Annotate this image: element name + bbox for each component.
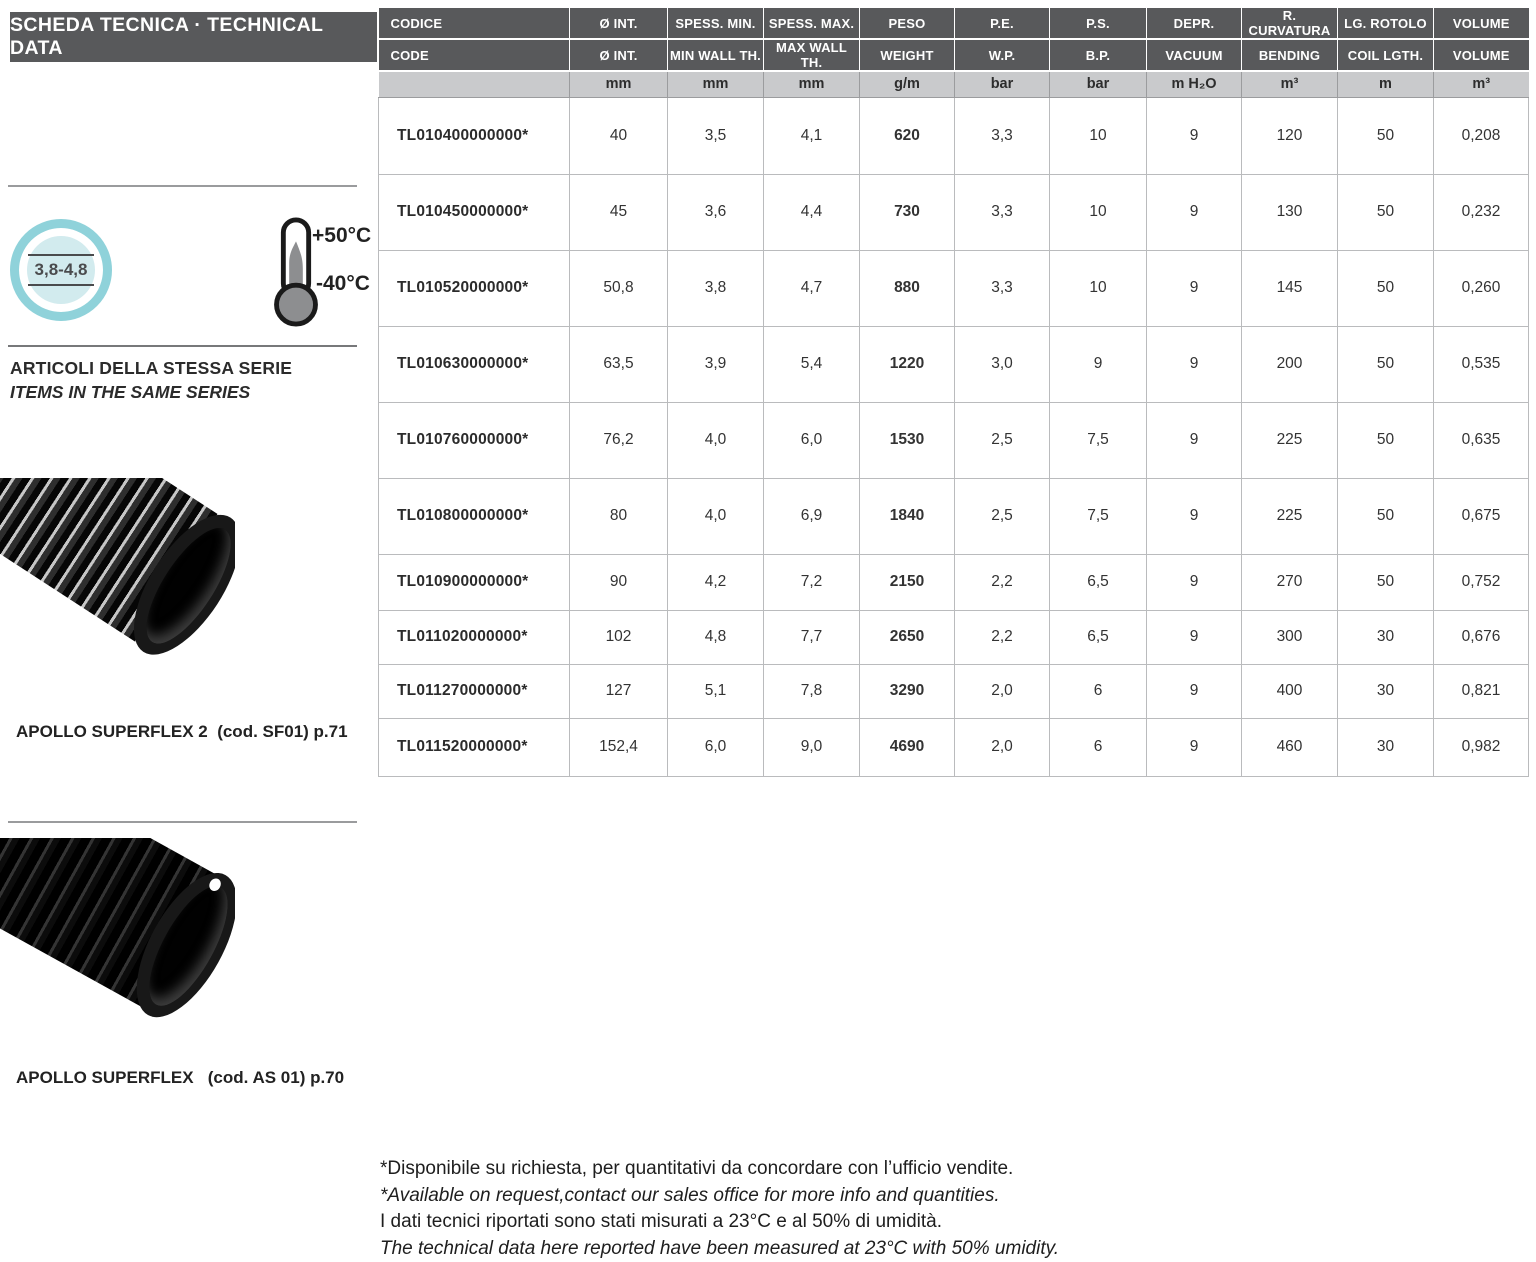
value-cell: 50 [1338,97,1434,174]
value-cell: 50,8 [570,250,668,326]
table-row [379,664,1529,718]
value-cell: 50 [1338,554,1434,610]
value-cell: 30 [1338,718,1434,776]
footnotes [380,1156,1160,1262]
product-code-cell: TL011020000000* [379,610,570,664]
column-header-en: MIN WALL TH. [668,39,764,71]
product-code-cell: TL010800000000* [379,478,570,554]
page-title: SCHEDA TECNICA · TECHNICAL DATA [10,12,377,62]
value-cell: 6,0 [764,402,860,478]
product-code-cell: TL010400000000* [379,97,570,174]
hose-opening [113,498,235,671]
value-cell: 30 [1338,610,1434,664]
same-series-title-en: ITEMS IN THE SAME SERIES [10,382,250,403]
value-cell: 300 [1242,610,1338,664]
value-cell: 9 [1147,554,1242,610]
value-cell: 2150 [860,554,955,610]
value-cell: 4,4 [764,174,860,250]
value-cell: 3,0 [955,326,1050,402]
divider-line [8,821,357,823]
footnote-line: *Available on request,contact our sales office for more info and quantities. [380,1183,1160,1210]
value-cell: 63,5 [570,326,668,402]
product-code-cell: TL011520000000* [379,718,570,776]
value-cell: 200 [1242,326,1338,402]
column-header: PESO [860,8,955,39]
value-cell: 4,0 [668,478,764,554]
value-cell: 10 [1050,250,1147,326]
value-cell: 3,5 [668,97,764,174]
column-header-en: VACUUM [1147,39,1242,71]
unit-cell: g/m [860,71,955,97]
table-row [379,250,1529,326]
product-code-cell: TL010450000000* [379,174,570,250]
value-cell: 1530 [860,402,955,478]
table-row [379,97,1529,174]
value-cell: 6,9 [764,478,860,554]
value-cell: 0,821 [1434,664,1529,718]
value-cell: 0,635 [1434,402,1529,478]
temperature-min-label: -40°C [316,272,370,296]
value-cell: 2,5 [955,402,1050,478]
value-cell: 6,5 [1050,554,1147,610]
value-cell: 4,1 [764,97,860,174]
value-cell: 127 [570,664,668,718]
value-cell: 9 [1147,478,1242,554]
column-header: SPESS. MAX. [764,8,860,39]
value-cell: 4,2 [668,554,764,610]
value-cell: 0,535 [1434,326,1529,402]
value-cell: 460 [1242,718,1338,776]
table-header [379,8,1529,97]
value-cell: 0,752 [1434,554,1529,610]
value-cell: 7,8 [764,664,860,718]
value-cell: 4690 [860,718,955,776]
column-header-en: B.P. [1050,39,1147,71]
table-row [379,718,1529,776]
unit-cell: mm [668,71,764,97]
value-cell: 2,2 [955,610,1050,664]
column-header-en: CODE [379,39,570,71]
unit-cell: bar [955,71,1050,97]
column-header-en: VOLUME [1434,39,1529,71]
value-cell: 1220 [860,326,955,402]
column-header: VOLUME [1434,8,1529,39]
value-cell: 2,0 [955,664,1050,718]
value-cell: 0,982 [1434,718,1529,776]
product-code-cell: TL011270000000* [379,664,570,718]
column-header: R. CURVATURA [1242,8,1338,39]
value-cell: 50 [1338,174,1434,250]
technical-data-table [378,8,1528,777]
value-cell: 2,5 [955,478,1050,554]
column-header-en: WEIGHT [860,39,955,71]
column-header-en: W.P. [955,39,1050,71]
product-code-cell: TL010760000000* [379,402,570,478]
value-cell: 90 [570,554,668,610]
temperature-max-label: +50°C [312,224,371,248]
unit-cell: m³ [1434,71,1529,97]
value-cell: 7,5 [1050,478,1147,554]
hose-body [0,478,233,652]
value-cell: 880 [860,250,955,326]
value-cell: 6,5 [1050,610,1147,664]
unit-cell: m [1338,71,1434,97]
footnote-line: The technical data here reported have been measured at 23°C with 50% umidity. [380,1236,1160,1262]
value-cell: 9 [1147,718,1242,776]
value-cell: 0,232 [1434,174,1529,250]
value-cell: 50 [1338,250,1434,326]
value-cell: 9 [1147,250,1242,326]
column-header-en: BENDING [1242,39,1338,71]
product-code-cell: TL010520000000* [379,250,570,326]
value-cell: 40 [570,97,668,174]
table-row [379,554,1529,610]
value-cell: 30 [1338,664,1434,718]
value-cell: 0,675 [1434,478,1529,554]
column-header-en: COIL LGTH. [1338,39,1434,71]
table-row [379,174,1529,250]
value-cell: 730 [860,174,955,250]
value-cell: 0,260 [1434,250,1529,326]
table-row [379,326,1529,402]
value-cell: 4,7 [764,250,860,326]
table-row [379,478,1529,554]
column-header-en: MAX WALL TH. [764,39,860,71]
column-header: P.S. [1050,8,1147,39]
value-cell: 9,0 [764,718,860,776]
product-caption-superflex: APOLLO SUPERFLEX (cod. AS 01) p.70 [16,1068,344,1088]
table-row [379,402,1529,478]
value-cell: 9 [1147,174,1242,250]
value-cell: 10 [1050,174,1147,250]
value-cell: 7,5 [1050,402,1147,478]
value-cell: 0,676 [1434,610,1529,664]
value-cell: 3,6 [668,174,764,250]
value-cell: 3290 [860,664,955,718]
value-cell: 225 [1242,402,1338,478]
value-cell: 0,208 [1434,97,1529,174]
table-body [379,97,1529,776]
unit-cell: mm [570,71,668,97]
table-row [379,610,1529,664]
value-cell: 50 [1338,402,1434,478]
value-cell: 130 [1242,174,1338,250]
value-cell: 3,3 [955,174,1050,250]
value-cell: 2,2 [955,554,1050,610]
value-cell: 3,9 [668,326,764,402]
footnote-line: I dati tecnici riportati sono stati misurati a 23°C e al 50% di umidità. [380,1209,1160,1236]
value-cell: 3,3 [955,250,1050,326]
unit-cell [379,71,570,97]
value-cell: 4,0 [668,402,764,478]
column-header: DEPR. [1147,8,1242,39]
value-cell: 145 [1242,250,1338,326]
value-cell: 7,2 [764,554,860,610]
value-cell: 3,8 [668,250,764,326]
value-cell: 6 [1050,718,1147,776]
product-code-cell: TL010630000000* [379,326,570,402]
value-cell: 9 [1147,664,1242,718]
value-cell: 10 [1050,97,1147,174]
value-cell: 620 [860,97,955,174]
wall-thickness-value: 3,8-4,8 [28,254,94,286]
value-cell: 152,4 [570,718,668,776]
unit-cell: mm [764,71,860,97]
value-cell: 2,0 [955,718,1050,776]
product-code-cell: TL010900000000* [379,554,570,610]
value-cell: 9 [1147,402,1242,478]
value-cell: 1840 [860,478,955,554]
value-cell: 400 [1242,664,1338,718]
value-cell: 5,4 [764,326,860,402]
unit-cell: m³ [1242,71,1338,97]
hose-image-superflex2 [0,478,235,716]
value-cell: 9 [1147,97,1242,174]
value-cell: 50 [1338,326,1434,402]
value-cell: 9 [1147,610,1242,664]
value-cell: 6 [1050,664,1147,718]
unit-cell: bar [1050,71,1147,97]
value-cell: 6,0 [668,718,764,776]
hose-opening [116,858,235,1033]
divider-line [8,185,357,187]
divider-line [8,345,357,347]
value-cell: 5,1 [668,664,764,718]
column-header: CODICE [379,8,570,39]
value-cell: 120 [1242,97,1338,174]
value-cell: 9 [1147,326,1242,402]
same-series-title-it: ARTICOLI DELLA STESSA SERIE [10,358,292,379]
value-cell: 2650 [860,610,955,664]
value-cell: 45 [570,174,668,250]
value-cell: 80 [570,478,668,554]
column-header: Ø INT. [570,8,668,39]
value-cell: 225 [1242,478,1338,554]
value-cell: 76,2 [570,402,668,478]
unit-cell: m H₂O [1147,71,1242,97]
value-cell: 270 [1242,554,1338,610]
value-cell: 9 [1050,326,1147,402]
wall-thickness-icon [10,219,112,321]
value-cell: 3,3 [955,97,1050,174]
value-cell: 102 [570,610,668,664]
column-header: LG. ROTOLO [1338,8,1434,39]
column-header: SPESS. MIN. [668,8,764,39]
product-caption-superflex2: APOLLO SUPERFLEX 2 (cod. SF01) p.71 [16,722,348,742]
hose-body [0,838,229,1014]
footnote-line: *Disponibile su richiesta, per quantitativi da concordare con l’ufficio vendite. [380,1156,1160,1183]
value-cell: 7,7 [764,610,860,664]
hose-image-superflex [0,838,235,1076]
column-header-en: Ø INT. [570,39,668,71]
value-cell: 50 [1338,478,1434,554]
value-cell: 4,8 [668,610,764,664]
column-header: P.E. [955,8,1050,39]
